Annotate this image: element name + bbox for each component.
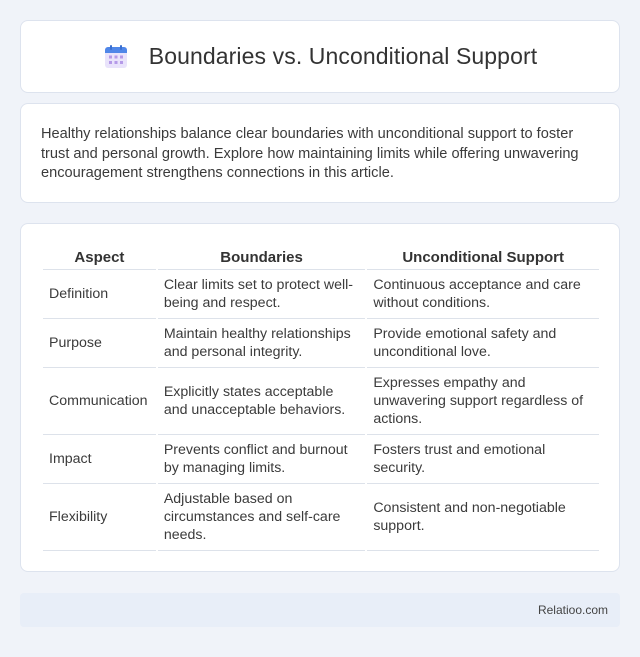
row-support: Fosters trust and emotional security. (367, 435, 599, 484)
row-support: Consistent and non-negotiable support. (367, 484, 599, 551)
row-support: Expresses empathy and unwavering support regardless of actions. (367, 368, 599, 435)
table-header-row (43, 245, 599, 270)
page-title: Boundaries vs. Unconditional Support (148, 43, 538, 69)
row-support: Provide emotional safety and unconditional love. (367, 319, 599, 368)
row-boundaries: Clear limits set to protect well-being and respect. (158, 270, 366, 319)
footer-bar (20, 593, 620, 627)
table-row (43, 484, 599, 551)
intro-card (20, 103, 620, 203)
table-row (43, 435, 599, 484)
row-boundaries: Prevents conflict and burnout by managing limits. (158, 435, 366, 484)
row-support: Continuous acceptance and care without conditions. (367, 270, 599, 319)
row-aspect: Purpose (43, 319, 156, 368)
title-card (20, 20, 620, 93)
footer-brand: Relatioo.com (537, 603, 608, 617)
table-row (43, 270, 599, 319)
calendar-icon (103, 44, 129, 70)
row-aspect: Definition (43, 270, 156, 319)
row-aspect: Communication (43, 368, 156, 435)
row-boundaries: Adjustable based on circumstances and self-care needs. (158, 484, 366, 551)
row-boundaries: Maintain healthy relationships and personal integrity. (158, 319, 366, 368)
row-aspect: Impact (43, 435, 156, 484)
column-header-boundaries: Boundaries (158, 245, 366, 270)
intro-text: Healthy relationships balance clear boundaries with unconditional support to foster trust and personal growth. Explore how maintaining limits while offering unwavering encouragement strengthens connections in this article. (41, 126, 579, 181)
row-aspect: Flexibility (43, 484, 156, 551)
row-boundaries: Explicitly states acceptable and unacceptable behaviors. (158, 368, 366, 435)
table-row (43, 368, 599, 435)
column-header-unconditional-support: Unconditional Support (367, 245, 599, 270)
title-row (103, 43, 537, 70)
column-header-aspect: Aspect (43, 245, 156, 270)
comparison-card (20, 223, 620, 572)
comparison-table (41, 245, 601, 551)
table-row (43, 319, 599, 368)
